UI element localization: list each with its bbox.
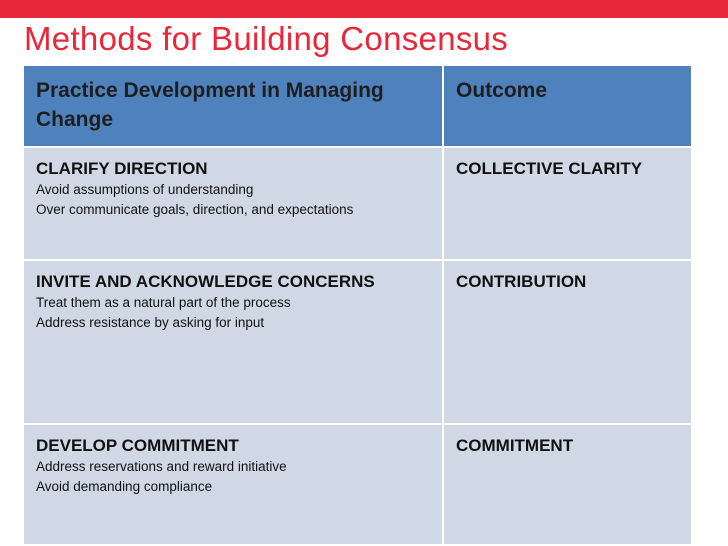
practice-line: Address resistance by asking for input bbox=[36, 315, 265, 330]
table-row bbox=[24, 425, 691, 544]
outcome-text: CONTRIBUTION bbox=[456, 272, 587, 291]
top-accent-bar bbox=[0, 0, 728, 18]
table-header-row bbox=[24, 66, 691, 148]
consensus-table bbox=[24, 66, 691, 544]
outcome-text: COLLECTIVE CLARITY bbox=[456, 159, 643, 178]
practice-line: Avoid assumptions of understanding bbox=[36, 182, 254, 197]
practice-title: DEVELOP COMMITMENT bbox=[36, 436, 239, 455]
practice-cell bbox=[24, 261, 444, 423]
outcome-cell bbox=[444, 148, 691, 259]
practice-line: Address reservations and reward initiative bbox=[36, 459, 287, 474]
practice-title: CLARIFY DIRECTION bbox=[36, 159, 208, 178]
practice-line: Avoid demanding compliance bbox=[36, 479, 213, 494]
slide-title: Methods for Building Consensus bbox=[24, 20, 509, 57]
practice-title: INVITE AND ACKNOWLEDGE CONCERNS bbox=[36, 272, 375, 291]
table-row bbox=[24, 148, 691, 261]
header-outcome: Outcome bbox=[456, 79, 548, 102]
outcome-cell bbox=[444, 425, 691, 544]
outcome-text: COMMITMENT bbox=[456, 436, 574, 455]
practice-cell bbox=[24, 148, 444, 259]
practice-line: Treat them as a natural part of the process bbox=[36, 295, 291, 310]
table-row bbox=[24, 261, 691, 425]
practice-line: Over communicate goals, direction, and expectations bbox=[36, 202, 354, 217]
outcome-cell bbox=[444, 261, 691, 423]
practice-cell bbox=[24, 425, 444, 544]
header-practice: Practice Development in Managing Change bbox=[24, 66, 444, 146]
